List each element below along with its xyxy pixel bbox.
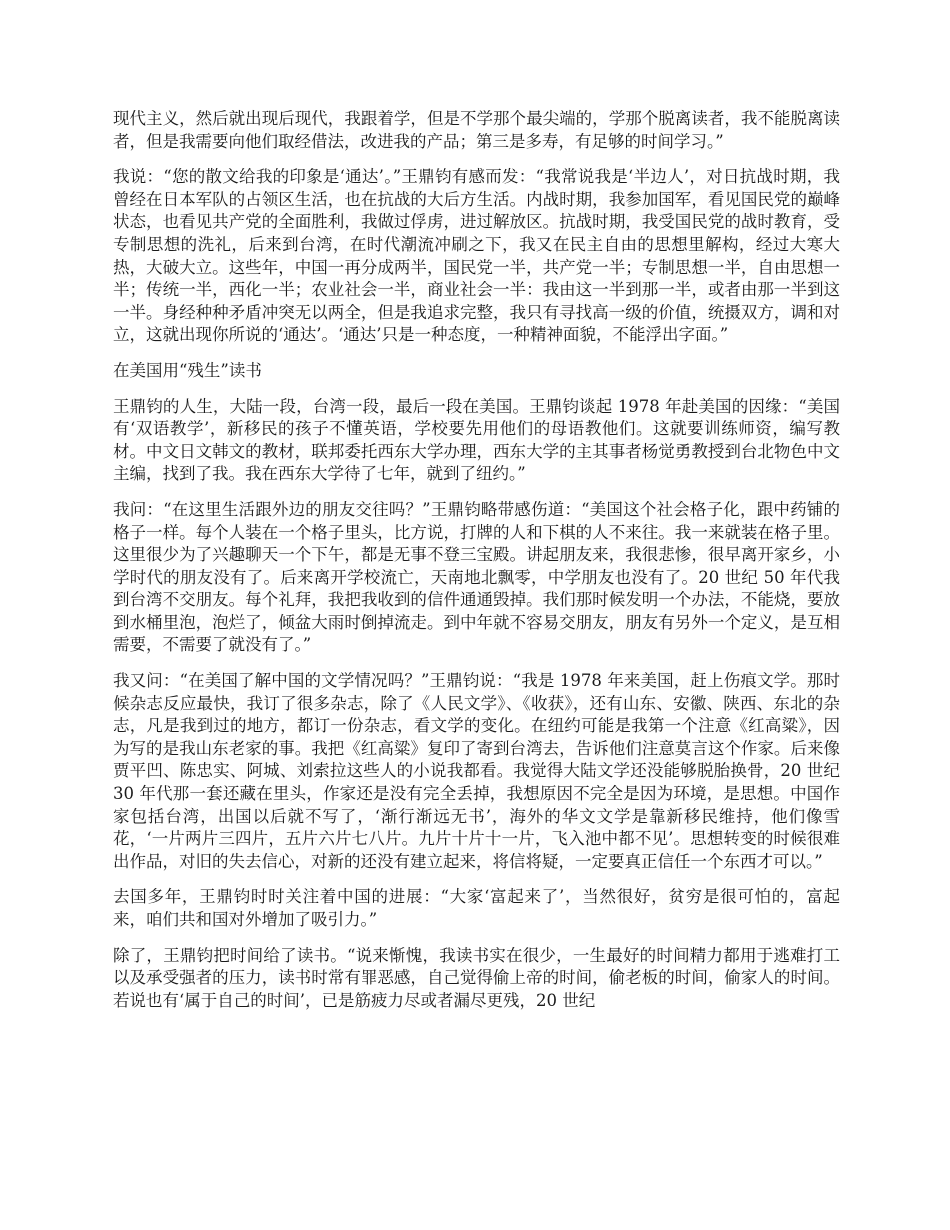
paragraph-modernism-ending: 现代主义，然后就出现后现代，我跟着学，但是不学那个最尖端的，学那个脱离读者，我不能脱离读者，但是我需要向他们取经借法，改进我的产品；第三是多寿，有足够的时间学习。” (113, 109, 840, 151)
paragraph-tongda: 我说：“您的散文给我的印象是‘通达’。”王鼎钧有感而发：“我常说我是‘半边人’，对日抗战时期，我曾经在日本军队的占领区生活，也在抗战的大后方生活。内战时期，我参加国军，看见国民党的巅峰状态，也看见共产党的全面胜利，我做过俘虏，进过解放区。抗战时期，我受国民党的战时教育，受专制思想的洗礼，后来到台湾，在时代潮流冲刷之下，我又在民主自由的思想里解构，经过大寒大热，大破大立。这些年，中国一再分成两半，国民党一半，共产党一半；专制思想一半，自由思想一半；传统一半，西化一半；农业社会一半，商业社会一半：我由这一半到那一半，或者由那一半到这一半。身经种种矛盾冲突无以两全，但是我追求完整，我只有寻找高一级的价值，统摄双方，调和对立，这就出现你所说的‘通达’。‘通达’只是一种态度，一种精神面貌，不能浮出字面。” (113, 167, 840, 345)
paragraph-chinese-literature: 我又问：“在美国了解中国的文学情况吗？”王鼎钧说：“我是 1978 年来美国，赶上伤痕文学。那时候杂志反应最快，我订了很多杂志，除了《人民文学》、《收获》，还有山东、安徽、陕西、东北的杂志，凡是我到过的地方，都订一份杂志，看文学的变化。在纽约可能是我第一个注意《红高粱》，因为写的是我山东老家的事。我把《红高粱》复印了寄到台湾去，告诉他们注意莫言这个作家。后来像贾平凹、陈忠实、阿城、刘索拉这些人的小说我都看。我觉得大陆文学还没能够脱胎换骨，20 世纪 30 年代那一套还藏在里头，作家还是没有完全丢掉，我想原因不完全是因为环境，是思想。中国作家包括台湾，出国以后就不写了，‘渐行渐远无书’，海外的华文文学是靠新移民维持，他们像雪花，‘一片两片三四片，五片六片七八片。九片十片十一片，飞入池中都不见’。思想转变的时候很难出作品，对旧的失去信心，对新的还没有建立起来，将信将疑，一定要真正信任一个东西才可以。” (113, 671, 840, 871)
paragraph-china-progress: 去国多年，王鼎钧时时关注着中国的进展：“大家‘富起来了’，当然很好，贫穷是很可怕的，富起来，咱们共和国对外增加了吸引力。” (113, 887, 840, 929)
paragraph-reading: 除了，王鼎钧把时间给了读书。“说来惭愧，我读书实在很少，一生最好的时间精力都用于逃难打工以及承受强者的压力，读书时常有罪恶感，自己觉得偷上帝的时间，偷老板的时间，偷家人的时间。若说也有‘属于自己的时间’，已是筋疲力尽或者漏尽更残，20 世纪 (113, 945, 840, 1010)
article-body (113, 108, 840, 1025)
section-heading: 在美国用“残生”读书 (113, 360, 262, 380)
paragraph-us-arrival: 王鼎钧的人生，大陆一段，台湾一段，最后一段在美国。王鼎钧谈起 1978 年赴美国的因缘：“美国有‘双语教学’，新移民的孩子不懂英语，学校要先用他们的母语教他们。这就要训练师资，编写教材。中文日文韩文的教材，联邦委托西东大学办理，西东大学的主其事者杨觉勇教授到台北物色中文主编，找到了我。我在西东大学待了七年，就到了纽约。” (113, 396, 840, 484)
paragraph-friends: 我问：“在这里生活跟外边的朋友交往吗？”王鼎钧略带感伤道：“美国这个社会格子化，跟中药铺的格子一样。每个人装在一个格子里头，比方说，打牌的人和下棋的人不来往。我一来就装在格子里。这里很少为了兴趣聊天一个下午，都是无事不登三宝殿。讲起朋友来，我很悲惨，很早离开家乡，小学时代的朋友没有了。后来离开学校流亡，天南地北飘零，中学朋友也没有了。20 世纪 50 年代我到台湾不交朋友。每个礼拜，我把我收到的信件通通毁掉。我们那时候发明一个办法，不能烧，要放到水桶里泡，泡烂了，倾盆大雨时倒掉流走。到中年就不容易交朋友，朋友有另外一个定义，是互相需要，不需要了就没有了。” (113, 499, 840, 655)
